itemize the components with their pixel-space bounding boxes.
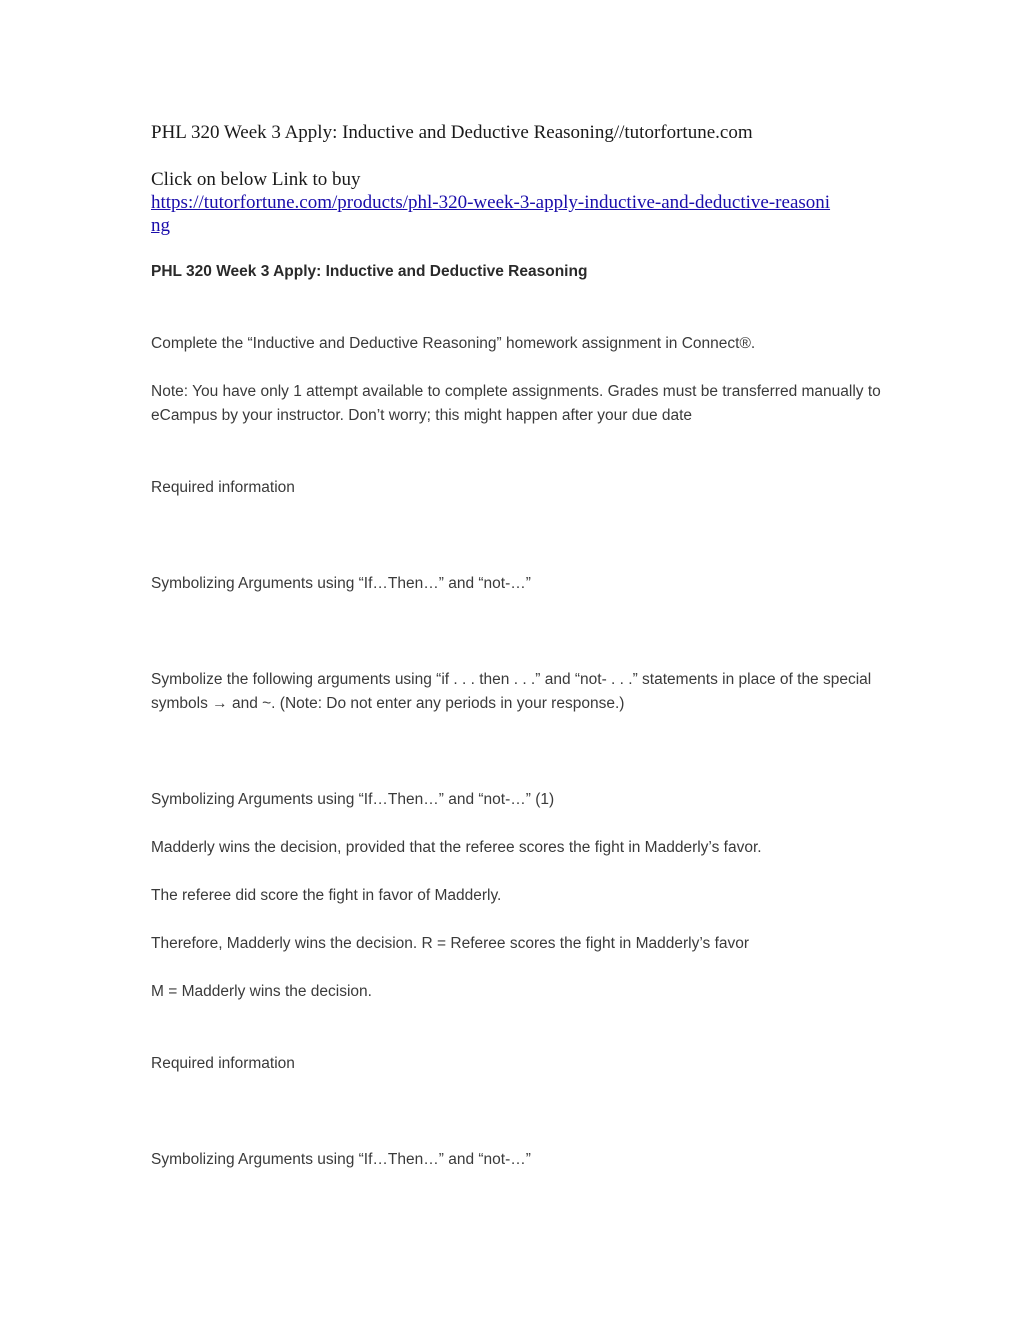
required-information-1: Required information	[151, 479, 295, 496]
symbolizing-heading-3: Symbolizing Arguments using “If…Then…” and “not-…”	[151, 1151, 531, 1168]
symbolizing-heading-1: Symbolizing Arguments using “If…Then…” and “not-…”	[151, 575, 531, 592]
premise-2: The referee did score the fight in favor of Madderly.	[151, 887, 502, 904]
section-heading: PHL 320 Week 3 Apply: Inductive and Deductive Reasoning	[151, 263, 588, 280]
document-title: PHL 320 Week 3 Apply: Inductive and Deductive Reasoning//tutorfortune.com	[151, 122, 753, 143]
instructions-text: Symbolize the following arguments using “if . . . then . . .” and “not- . . .” statements in place of the special symbols → and ~. (Note: Do not enter any periods in your response.)	[151, 671, 872, 712]
note-text: Note: You have only 1 attempt available to complete assignments. Grades must be transferred manually to eCampus by your instructor. Don’t worry; this might happen after your due date	[151, 383, 881, 424]
click-to-buy-text: Click on below Link to buy	[151, 169, 361, 190]
required-information-2: Required information	[151, 1055, 295, 1072]
buy-link-container	[151, 191, 831, 237]
symbolizing-heading-2: Symbolizing Arguments using “If…Then…” and “not-…” (1)	[151, 791, 555, 808]
complete-assignment-text: Complete the “Inductive and Deductive Reasoning” homework assignment in Connect®.	[151, 335, 756, 352]
buy-link[interactable]: https://tutorfortune.com/products/phl-320-week-3-apply-inductive-and-deductive-reasoning	[151, 192, 831, 236]
key-m-text: M = Madderly wins the decision.	[151, 983, 372, 1000]
premise-1: Madderly wins the decision, provided that the referee scores the fight in Madderly’s favor.	[151, 839, 762, 856]
conclusion-text: Therefore, Madderly wins the decision. R = Referee scores the fight in Madderly’s favor	[151, 935, 750, 952]
